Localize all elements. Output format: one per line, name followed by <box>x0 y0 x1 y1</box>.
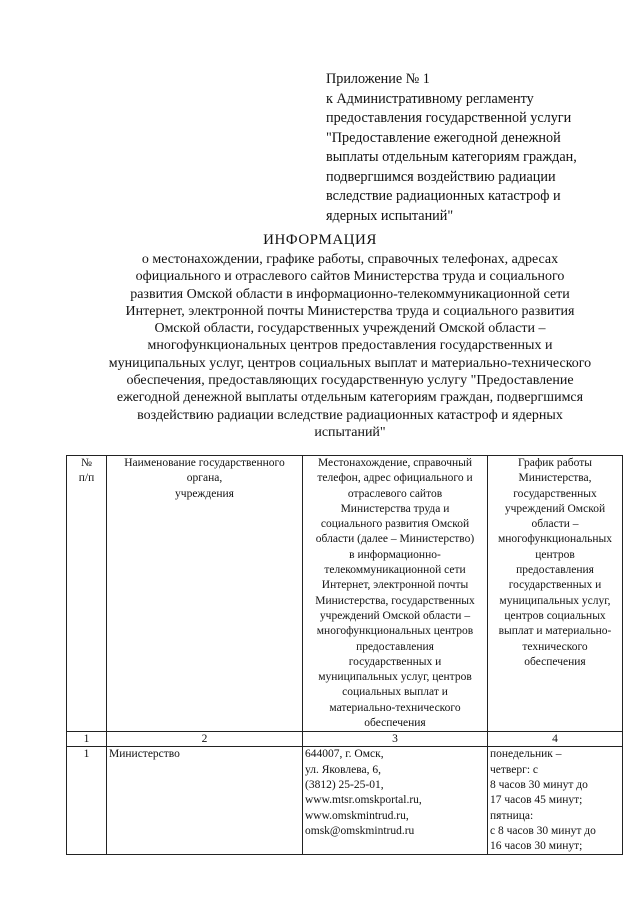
org-contacts <box>303 747 488 855</box>
appendix-line: вследствие радиационных катастроф и <box>326 188 561 204</box>
description-line: Омской области, государственных учреждений Омской области – <box>154 321 546 337</box>
appendix-line: "Предоставление ежегодной денежной <box>326 129 561 146</box>
header-text: предоставления <box>356 640 434 653</box>
appendix-block <box>326 70 626 226</box>
schedule-line: понедельник – <box>490 748 562 761</box>
contact-line: ул. Яковлева, 6, <box>305 763 382 776</box>
description-line: муниципальных услуг, центров социальных выплат и материально-технического <box>108 355 592 371</box>
header-text: Министерства, <box>518 472 592 485</box>
email-link[interactable]: omsk@omskmintrud.ru <box>305 824 415 837</box>
header-text: муниципальных услуг, центров <box>318 671 472 684</box>
document-description <box>60 251 640 441</box>
description-line: многофункциональных центров предоставления государственных и <box>147 338 553 354</box>
header-text: телефон, адрес официального и <box>317 472 473 485</box>
header-text: социальных выплат и <box>342 686 448 699</box>
header-cell-schedule <box>488 456 623 732</box>
header-text: органа, <box>186 472 223 485</box>
header-text: материально-технического <box>329 701 461 714</box>
header-text: Министерства, государственных <box>315 594 475 607</box>
appendix-line: выплаты отдельным категориям граждан, <box>326 149 577 165</box>
description-line: ежегодной денежной выплаты отдельным категориям граждан, подвергшимся <box>116 390 584 406</box>
description-line: официального и отраслевого сайтов Министерства труда и социального <box>135 269 565 285</box>
header-text: п/п <box>78 472 95 485</box>
schedule-line: 8 часов 30 минут до <box>490 778 588 791</box>
table-row <box>67 747 623 855</box>
description-line: развития Омской области в информационно-телекоммуникационной сети <box>130 286 570 302</box>
header-text: муниципальных услуг, <box>499 594 611 607</box>
schedule-line: с 8 часов 30 минут до <box>490 824 596 837</box>
org-name-text: Министерство <box>109 748 180 761</box>
appendix-line: ядерных испытаний" <box>326 207 454 224</box>
header-text: области (далее – Министерство) <box>315 533 475 546</box>
column-number: 3 <box>303 732 488 747</box>
header-cell-number <box>67 456 107 732</box>
description-line: обеспечения, предоставляющих государственную услугу "Предоставление <box>126 373 574 389</box>
header-text: обеспечения <box>524 655 586 668</box>
row-number: 1 <box>67 747 107 855</box>
appendix-line: Приложение № 1 <box>326 71 430 87</box>
column-number: 1 <box>67 732 107 747</box>
header-text: многофункциональных <box>497 533 613 546</box>
schedule-line: пятница: <box>490 809 534 822</box>
header-text: График работы <box>518 457 592 469</box>
header-text: учреждения <box>175 487 234 500</box>
header-text: государственных <box>513 487 597 500</box>
header-text: предоставления <box>516 564 594 577</box>
description-line: Интернет, электронной почты Министерства труда и социального развития <box>125 303 575 319</box>
contact-line: 644007, г. Омск, <box>305 748 384 761</box>
document-title: ИНФОРМАЦИЯ <box>263 232 377 248</box>
website-link[interactable]: www.omskmintrud.ru, <box>305 809 409 822</box>
header-cell-location <box>303 456 488 732</box>
header-cell-name <box>107 456 303 732</box>
header-text: Министерства труда и <box>340 502 450 515</box>
appendix-line: к Административному регламенту <box>326 90 534 107</box>
header-text: технического <box>522 640 588 653</box>
header-text: государственных и <box>348 655 442 668</box>
header-text: телекоммуникационной сети <box>324 564 466 577</box>
schedule-line: четверг: с <box>490 763 539 776</box>
info-table <box>66 455 623 855</box>
description-line: о местонахождении, графике работы, справочных телефонах, адресах <box>141 252 559 267</box>
header-text: Наименование государственного <box>124 457 285 469</box>
table-header-row <box>67 456 623 732</box>
header-text: Местонахождение, справочный <box>317 457 473 469</box>
header-text: государственных и <box>508 579 602 592</box>
org-schedule <box>488 747 623 855</box>
appendix-line: предоставления государственной услуги <box>326 110 572 126</box>
header-text: Интернет, электронной почты <box>321 579 469 592</box>
appendix-line: подвергшимся воздействию радиации <box>326 168 556 185</box>
schedule-line: 17 часов 45 минут; <box>490 794 583 807</box>
header-text: № <box>81 457 92 469</box>
header-text: обеспечения <box>364 717 426 730</box>
header-text: центров <box>535 548 575 561</box>
org-name <box>107 747 303 855</box>
header-text: учреждений Омской <box>504 502 606 515</box>
schedule-line: 16 часов 30 минут; <box>490 840 583 853</box>
contact-line: (3812) 25-25-01, <box>305 778 384 791</box>
description-line: испытаний" <box>314 424 386 440</box>
header-text: выплат и материально- <box>498 625 612 638</box>
website-link[interactable]: www.mtsr.omskportal.ru, <box>305 794 422 807</box>
header-text: центров социальных <box>504 609 606 622</box>
column-number: 2 <box>107 732 303 747</box>
column-number-row <box>67 732 623 747</box>
header-text: учреждений Омской области – <box>319 609 471 622</box>
header-text: многофункциональных центров <box>316 625 474 638</box>
header-text: отраслевого сайтов <box>347 487 443 500</box>
header-text: социального развития Омской <box>320 518 470 531</box>
column-number: 4 <box>488 732 623 747</box>
header-text: области – <box>531 518 579 531</box>
header-text: в информационно- <box>349 548 441 561</box>
description-line: воздействию радиации вследствие радиационных катастроф и ядерных <box>137 407 563 423</box>
